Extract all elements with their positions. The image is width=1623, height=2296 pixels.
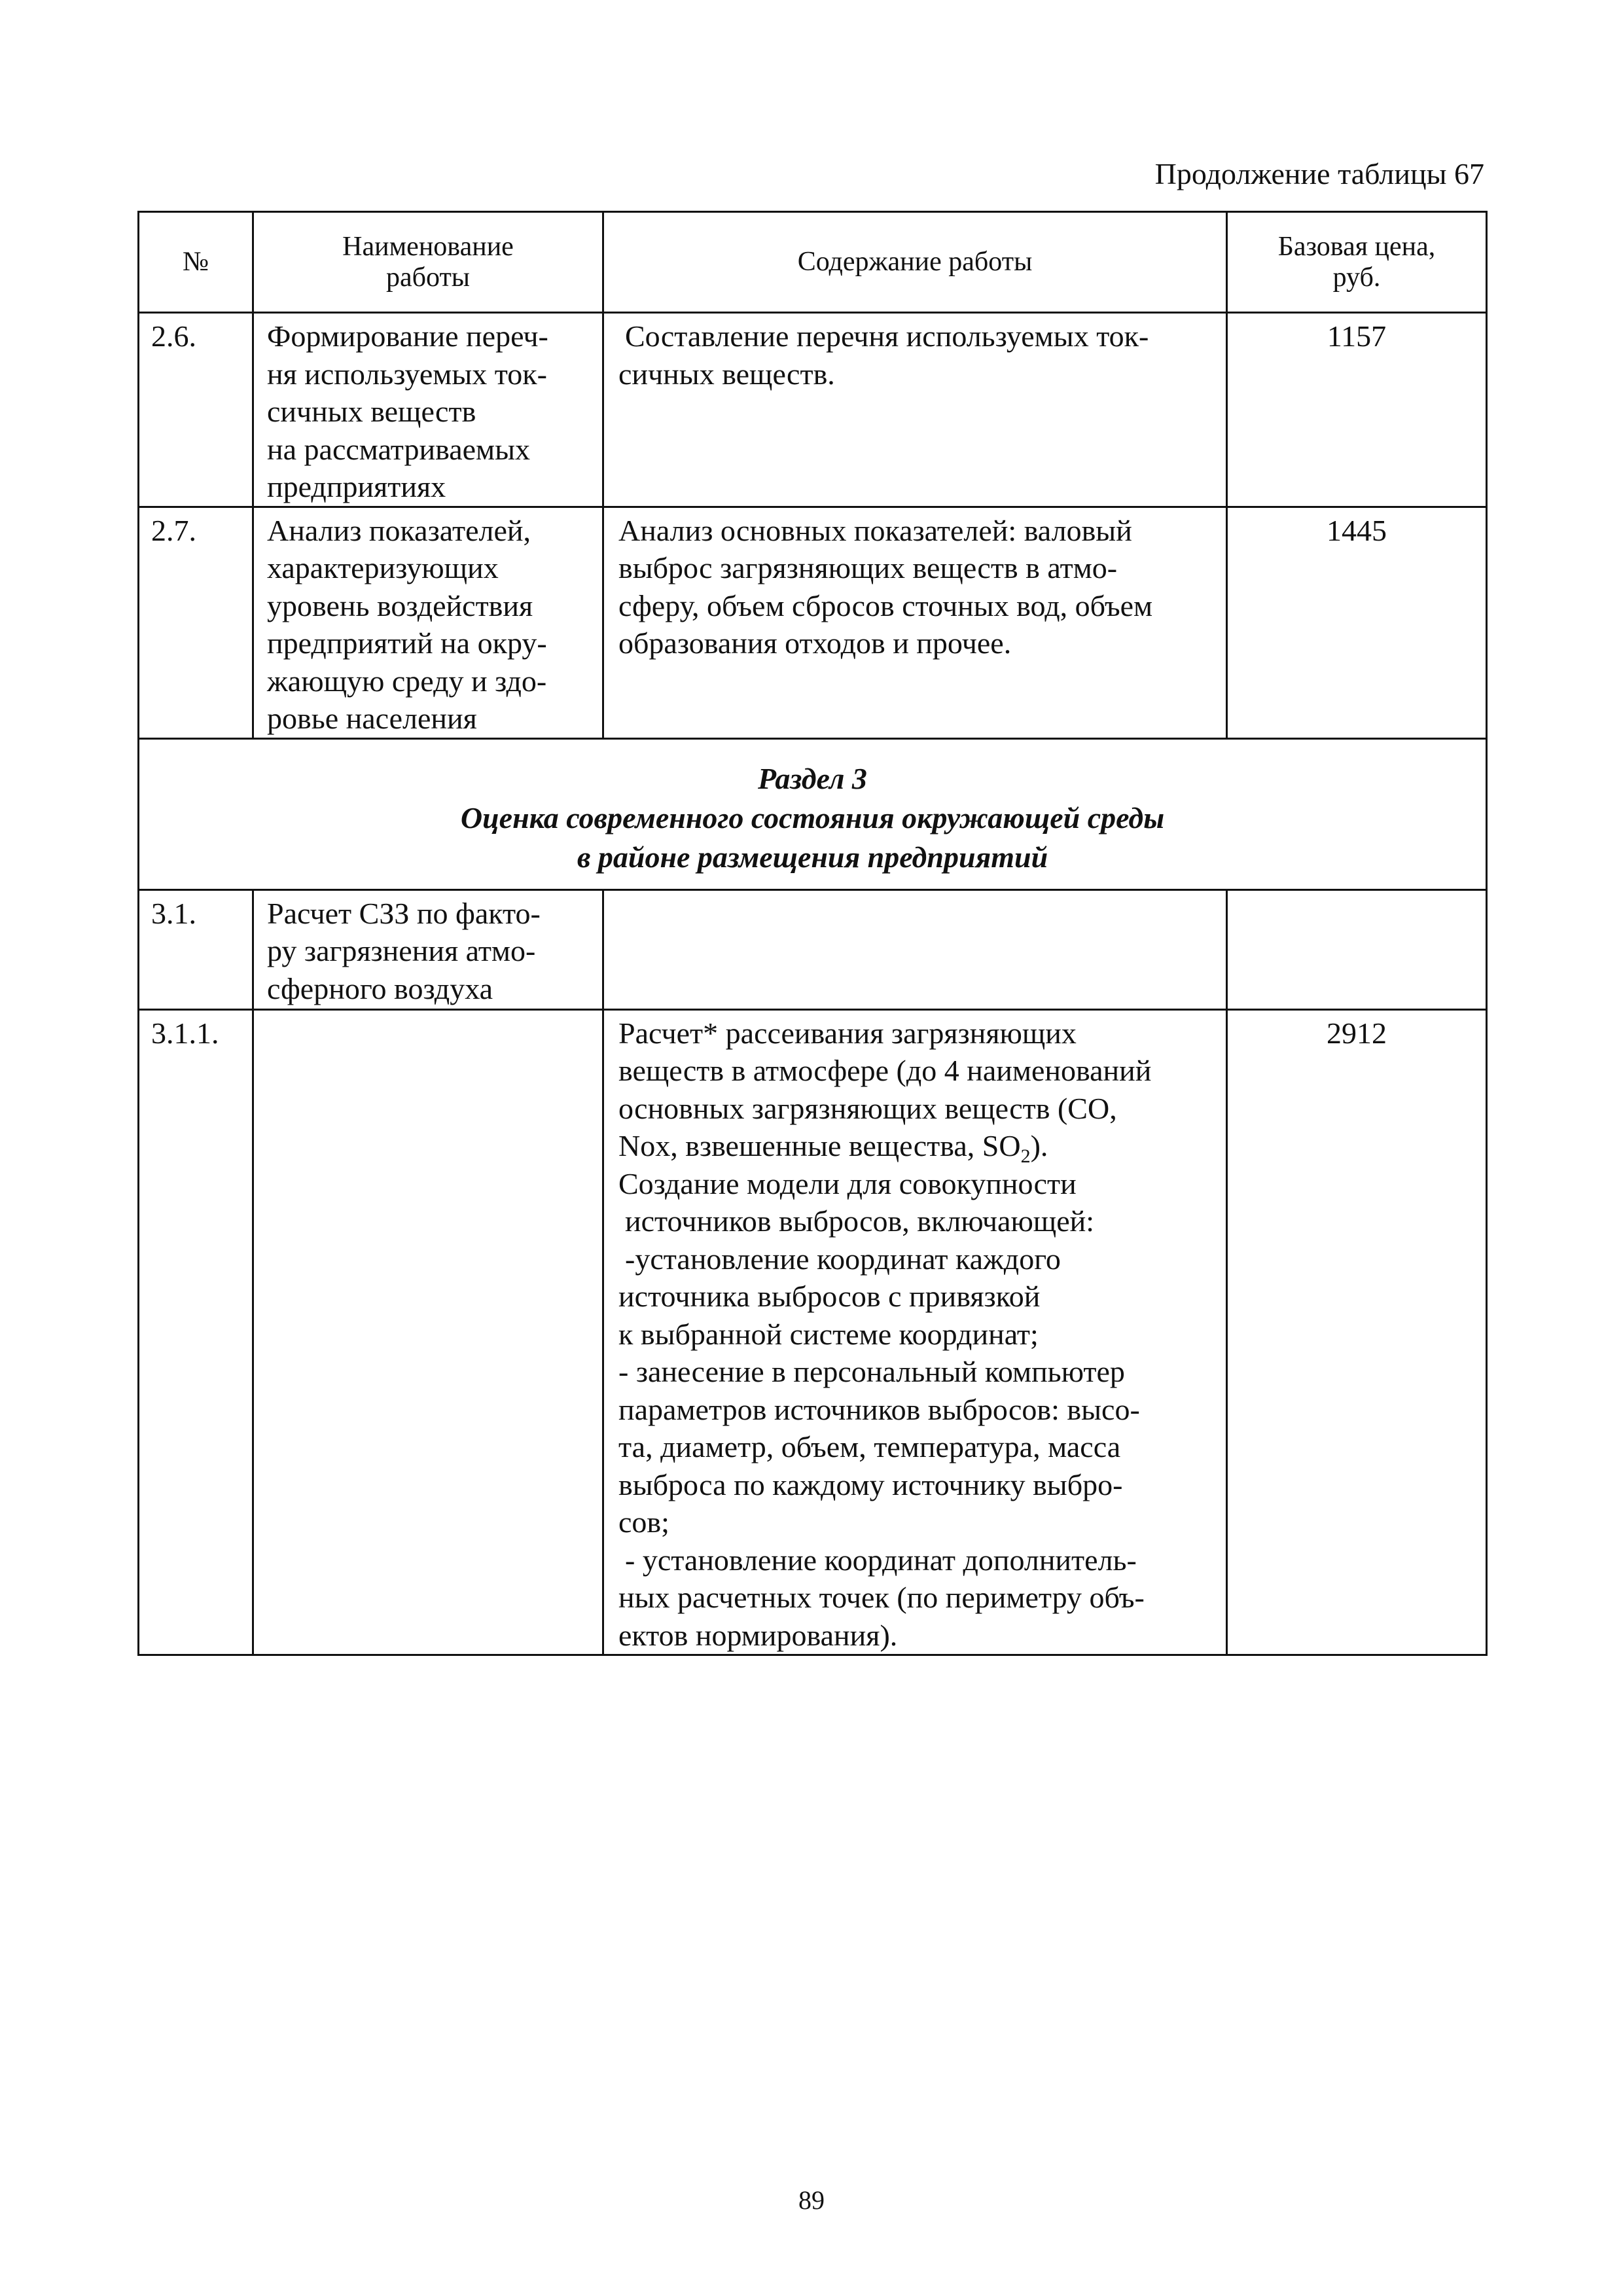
- work-content-line: Создание модели для совокупности: [618, 1166, 1077, 1200]
- pollutants-end: ).: [1030, 1129, 1048, 1162]
- work-content-line: выброс загрязняющих веществ в атмо-: [618, 551, 1118, 584]
- work-content-line: ектов нормирования).: [618, 1618, 898, 1652]
- work-content-line: сичных веществ.: [618, 357, 835, 391]
- header-no: №: [139, 212, 253, 313]
- work-name-cell: [253, 889, 603, 1009]
- work-name-line: характеризующих: [267, 551, 499, 584]
- work-content-cell: [603, 507, 1227, 738]
- work-name-cell: [253, 507, 603, 738]
- price-cell: 1445: [1227, 507, 1487, 738]
- work-content-line: источника выбросов с привязкой: [618, 1280, 1041, 1313]
- header-price: [1227, 212, 1487, 313]
- price-cell: [1227, 889, 1487, 1009]
- work-name-line: на рассматриваемых: [267, 432, 531, 466]
- work-name-line: сферного воздуха: [267, 971, 493, 1005]
- work-name-line: Анализ показателей,: [267, 513, 531, 547]
- work-content-line: - установление координат дополнитель-: [625, 1543, 1137, 1577]
- work-name-cell: [253, 313, 603, 507]
- work-content-line: -установление координат каждого: [625, 1242, 1061, 1276]
- work-content-line: к выбранной системе координат;: [618, 1317, 1039, 1351]
- work-name-line: ру загрязнения атмо-: [267, 934, 536, 967]
- price-table: [137, 211, 1488, 1656]
- price-cell: 1157: [1227, 313, 1487, 507]
- section-subtitle: в районе размещения предприятий: [577, 840, 1048, 874]
- work-name-line: Формирование переч-: [267, 319, 548, 353]
- subscript-2: 2: [1020, 1145, 1031, 1168]
- table-row: [139, 889, 1487, 1009]
- price-cell: 2912: [1227, 1009, 1487, 1655]
- section-row: [139, 738, 1487, 889]
- row-number: 3.1.: [139, 889, 253, 1009]
- work-content-line: Анализ основных показателей: валовый: [618, 513, 1132, 547]
- header-price-line: Базовая цена,: [1277, 231, 1436, 262]
- table-row: [139, 1009, 1487, 1655]
- table-row: [139, 313, 1487, 507]
- page-number: 89: [798, 2185, 825, 2215]
- section-title: Раздел 3: [758, 761, 867, 795]
- table-row: [139, 507, 1487, 738]
- work-content-line: - занесение в персональный компьютер: [618, 1355, 1125, 1388]
- table-header-row: [139, 212, 1487, 313]
- table-caption: Продолжение таблицы 67: [1154, 157, 1484, 190]
- work-name-line: ровье населения: [267, 702, 477, 735]
- section-heading-cell: [139, 738, 1487, 889]
- section-subtitle: Оценка современного состояния окружающей среды: [460, 800, 1165, 834]
- work-name-line: жающую среду и здо-: [267, 664, 547, 698]
- work-content-line: образования отходов и прочее.: [618, 626, 1012, 660]
- header-name-line: Наименование: [342, 231, 514, 262]
- work-name-line: уровень воздействия: [267, 588, 533, 622]
- work-content-cell: [603, 1009, 1227, 1655]
- work-content-line: выброса по каждому источнику выбро-: [618, 1467, 1123, 1501]
- work-content-line: сферу, объем сбросов сточных вод, объем: [618, 588, 1153, 622]
- work-content-line: [618, 1127, 1219, 1168]
- work-content-line: та, диаметр, объем, температура, масса: [618, 1430, 1121, 1463]
- work-content-line: Составление перечня используемых ток-: [625, 319, 1149, 353]
- header-name-line: работы: [385, 262, 471, 293]
- work-content-line: Расчет* рассеивания загрязняющих: [618, 1016, 1077, 1050]
- work-content-line: источников выбросов, включающей:: [625, 1204, 1095, 1238]
- work-content-line: ных расчетных точек (по периметру объ-: [618, 1581, 1145, 1614]
- work-name-line: предприятий на окру-: [267, 626, 547, 660]
- work-name-cell: [253, 1009, 603, 1655]
- work-content-line: параметров источников выбросов: высо-: [618, 1392, 1140, 1426]
- row-number: 2.6.: [139, 313, 253, 507]
- work-name-line: сичных веществ: [267, 395, 476, 428]
- work-content-line: основных загрязняющих веществ (CO,: [618, 1091, 1117, 1125]
- row-number: 2.7.: [139, 507, 253, 738]
- row-number: 3.1.1.: [139, 1009, 253, 1655]
- work-name-line: предприятиях: [267, 470, 446, 503]
- pollutants-text: Nox, взвешенные вещества, SO: [618, 1129, 1021, 1162]
- work-name-line: Расчет СЗЗ по факто-: [267, 896, 541, 930]
- header-name: [253, 212, 603, 313]
- work-content-line: веществ в атмосфере (до 4 наименований: [618, 1054, 1152, 1087]
- work-name-line: ня используемых ток-: [267, 357, 547, 391]
- work-content-line: сов;: [618, 1505, 669, 1539]
- work-content-cell: [603, 313, 1227, 507]
- work-content-cell: [603, 889, 1227, 1009]
- header-content: Содержание работы: [603, 212, 1227, 313]
- header-price-line: руб.: [1332, 262, 1381, 293]
